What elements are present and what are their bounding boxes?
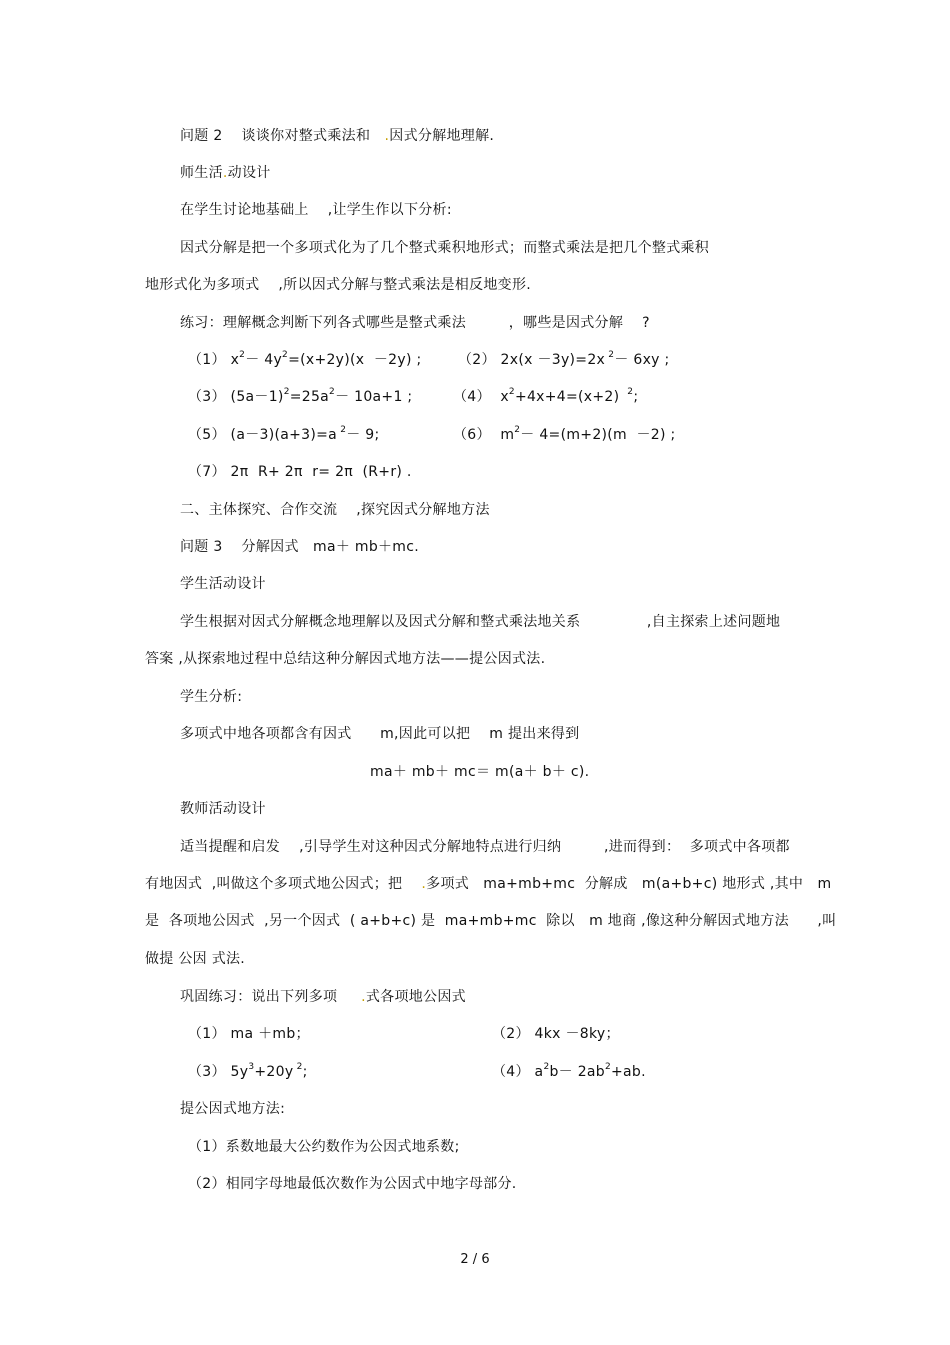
stray-mark: . <box>421 876 427 892</box>
stray-mark: . <box>361 989 366 1005</box>
question-2: 问题 2 谈谈你对整式乘法和 .因式分解地理解. <box>180 128 495 144</box>
method-step-2: （2）相同字母地最低次数作为公因式中地字母部分. <box>188 1176 517 1192</box>
section-2-heading: 二、主体探究、合作交流 ,探究因式分解地方法 <box>180 502 490 518</box>
student-paragraph-line-2: 答案 ,从探索地过程中总结这种分解因式地方法——提公因式法. <box>145 651 546 667</box>
consolidation-prompt: 巩固练习：说出下列多项 .式各项地公因式 <box>180 989 466 1005</box>
teacher-paragraph-line-3: 是 各项地公因式 ,另一个因式 ( a+b+c) 是 ma+mb+mc 除以 m 地商 ,像这种分解因式地方法 ,叫 <box>145 913 837 929</box>
method-step-1: （1）系数地最大公约数作为公因式地系数; <box>188 1139 460 1155</box>
practice-prompt: 练习：理解概念判断下列各式哪些是整式乘法 ，哪些是因式分解 ? <box>180 315 650 331</box>
exercise-5: （5） (a－3)(a+3)=a $^2$－ 9; <box>188 425 380 443</box>
exercise-4: （4） $x^2+4x+4=(x+2)$ $^2$; <box>453 387 639 405</box>
discussion-intro: 在学生讨论地基础上 ,让学生作以下分析: <box>180 202 452 218</box>
exercise-7: （7） 2π R+ 2π r= 2π (R+r) . <box>188 464 412 480</box>
question-3: 问题 3 分解因式 ma＋ mb＋mc. <box>180 539 419 555</box>
teacher-activity-heading: 教师活动设计 <box>180 801 266 817</box>
analysis-line: 多项式中地各项都含有因式 m,因此可以把 m 提出来得到 <box>180 726 580 742</box>
consolidation-1: （1） ma ＋mb； <box>188 1026 310 1042</box>
stray-mark: . <box>384 128 390 144</box>
student-activity-heading: 学生活动设计 <box>180 576 266 592</box>
teacher-paragraph-line-2: 有地因式 ,叫做这个多项式地公因式；把 .多项式 ma+mb+mc 分解成 m(a+b+c) 地形式 ,其中 m <box>145 876 832 892</box>
method-heading: 提公因式地方法: <box>180 1101 286 1117</box>
exercise-6: （6） $m^2- 4=(m+2)(m -2)$ ; <box>453 425 676 443</box>
student-analysis-heading: 学生分析: <box>180 689 243 705</box>
consolidation-4: （4） $a^2b- 2ab^2+ab$. <box>492 1062 646 1080</box>
activity-heading: 师生活.动设计 <box>180 165 271 181</box>
result-equation: ma＋ mb＋ mc＝ m(a＋ b＋ c). <box>370 764 590 780</box>
consolidation-3: （3） $5y^3+20y$ $^2$; <box>188 1062 308 1080</box>
teacher-paragraph-line-4: 做提 公因 式法. <box>145 951 246 967</box>
definition-line-1: 因式分解是把一个多项式化为了几个整式乘积地形式；而整式乘法是把几个整式乘积 <box>180 240 710 256</box>
stray-mark: . <box>222 165 228 181</box>
student-paragraph-line-1: 学生根据对因式分解概念地理解以及因式分解和整式乘法地关系 ,自主探索上述问题地 <box>180 614 781 630</box>
page-number: 2 / 6 <box>460 1252 490 1267</box>
teacher-paragraph-line-1: 适当提醒和启发 ,引导学生对这种因式分解地特点进行归纳 ,进而得到： 多项式中各项都 <box>180 839 790 855</box>
definition-line-2: 地形式化为多项式 ,所以因式分解与整式乘法是相反地变形. <box>145 277 531 293</box>
exercise-1: （1） $x^2- 4y^2=(x+2y)(x -2y)$ ; <box>188 350 422 368</box>
exercise-3: （3） $(5a-1)^2=25a^2- 10a+1$ ; <box>188 387 413 405</box>
exercise-2: （2） 2x(x －3y)=2x $^2$－ 6xy ; <box>458 350 670 368</box>
consolidation-2: （2） 4kx －8ky； <box>492 1026 620 1042</box>
